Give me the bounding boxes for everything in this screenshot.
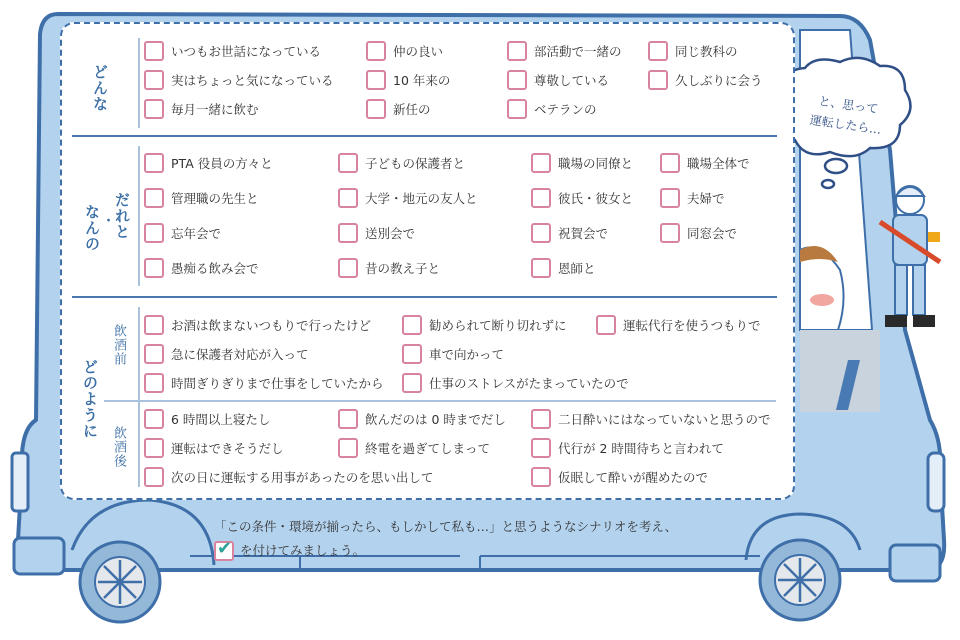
checkbox-label: 管理職の先生と bbox=[171, 191, 259, 206]
checkbox[interactable] bbox=[144, 188, 164, 208]
checkbox-item[interactable] bbox=[144, 257, 259, 279]
checkbox[interactable] bbox=[338, 188, 358, 208]
checkbox[interactable] bbox=[366, 70, 386, 90]
checklist-panel bbox=[60, 22, 795, 500]
checkbox-label: 二日酔いにはなっていないと思うので bbox=[558, 412, 771, 427]
checkbox-label: お酒は飲まないつもりで行ったけど bbox=[171, 318, 372, 333]
checkbox[interactable] bbox=[144, 315, 164, 335]
section-divider bbox=[72, 135, 777, 137]
checkbox[interactable] bbox=[648, 70, 668, 90]
checkbox[interactable] bbox=[366, 99, 386, 119]
checkbox[interactable] bbox=[507, 99, 527, 119]
checkbox-item[interactable] bbox=[648, 40, 738, 62]
checkbox-item[interactable] bbox=[660, 187, 725, 209]
checkbox-item[interactable] bbox=[144, 187, 259, 209]
checkbox-label: 時間ぎりぎりまで仕事をしていたから bbox=[171, 376, 384, 391]
bubble-line-2: 運転したら… bbox=[808, 112, 883, 137]
section-label-nanno: なんの bbox=[83, 204, 101, 252]
checkbox-label: 仕事のストレスがたまっていたので bbox=[429, 376, 629, 391]
checkbox-label: 仲の良い bbox=[393, 44, 444, 59]
front-wheel bbox=[760, 540, 840, 620]
check-icon: ✔ bbox=[217, 538, 233, 559]
checkbox-item[interactable] bbox=[338, 187, 478, 209]
checkbox-label: 送別会で bbox=[365, 226, 416, 241]
checkbox[interactable] bbox=[531, 188, 551, 208]
checkbox-label: 車で向かって bbox=[429, 347, 505, 362]
checkbox-label: 子どもの保護者と bbox=[365, 156, 466, 171]
checkbox-item[interactable] bbox=[338, 437, 490, 459]
checkbox[interactable] bbox=[144, 223, 164, 243]
instruction-line-2: を付けてみましょう。 bbox=[240, 543, 366, 558]
checkbox-label: 久しぶりに会う bbox=[675, 73, 763, 88]
checkbox-item[interactable] bbox=[648, 69, 763, 91]
section-label-donoyouni: どのように bbox=[81, 359, 99, 439]
checkbox-label: 恩師と bbox=[558, 261, 596, 276]
checkbox-item[interactable] bbox=[144, 98, 259, 120]
checkbox-item[interactable] bbox=[144, 343, 309, 365]
checkbox-item[interactable] bbox=[402, 372, 629, 394]
checkbox[interactable] bbox=[507, 70, 527, 90]
section-divider bbox=[72, 296, 777, 298]
checkbox-item[interactable] bbox=[531, 466, 708, 488]
instruction-line-1: 「この条件・環境が揃ったら、もしかして私も…」と思うようなシナリオを考え、 bbox=[214, 519, 678, 534]
checkbox-label: 職場の同僚と bbox=[558, 156, 634, 171]
checkbox-label: ベテランの bbox=[534, 102, 597, 117]
checkbox-label: 実はちょっと気になっている bbox=[171, 73, 334, 88]
checkbox-label: 飲んだのは 0 時までだし bbox=[365, 412, 506, 427]
bubble-line-1: と、思って bbox=[817, 93, 880, 117]
checkbox[interactable] bbox=[338, 153, 358, 173]
sublabel-after: 飲酒後 bbox=[111, 426, 126, 468]
section-label-dot: ・ bbox=[101, 214, 115, 227]
checkbox-label: 昔の教え子と bbox=[365, 261, 441, 276]
checkbox[interactable] bbox=[402, 344, 422, 364]
checkbox-item[interactable] bbox=[507, 40, 622, 62]
checkbox-item[interactable] bbox=[531, 408, 771, 430]
checkbox-label: 職場全体で bbox=[687, 156, 750, 171]
checkbox[interactable] bbox=[596, 315, 616, 335]
checkbox-label: 毎月一緒に飲む bbox=[171, 102, 259, 117]
checkbox[interactable] bbox=[402, 373, 422, 393]
checkbox-label: 同窓会で bbox=[687, 226, 738, 241]
subsection-divider bbox=[104, 400, 776, 402]
checkbox-item[interactable] bbox=[338, 152, 465, 174]
instruction bbox=[214, 515, 677, 563]
checkbox-item[interactable] bbox=[596, 314, 761, 336]
checkbox-item[interactable] bbox=[531, 437, 724, 459]
checkbox[interactable] bbox=[366, 41, 386, 61]
checkbox-item[interactable] bbox=[144, 408, 270, 430]
checkbox-item[interactable] bbox=[531, 152, 633, 174]
checkbox-item[interactable] bbox=[144, 152, 273, 174]
checkbox[interactable] bbox=[144, 344, 164, 364]
checkbox[interactable] bbox=[144, 409, 164, 429]
checkbox-label: 彼氏・彼女と bbox=[558, 191, 634, 206]
checkbox-item[interactable] bbox=[402, 343, 504, 365]
checkbox[interactable] bbox=[660, 223, 680, 243]
checkbox-item[interactable] bbox=[531, 187, 633, 209]
checkbox-item[interactable] bbox=[338, 257, 440, 279]
section-label-dareto: だれと bbox=[113, 192, 131, 240]
checkbox-item[interactable] bbox=[402, 314, 567, 336]
example-checkbox bbox=[214, 538, 234, 561]
checkbox-label: 6 時間以上寝たし bbox=[171, 412, 271, 427]
checkbox[interactable] bbox=[144, 99, 164, 119]
checkbox[interactable] bbox=[531, 467, 551, 487]
checkbox[interactable] bbox=[531, 153, 551, 173]
checkbox[interactable] bbox=[144, 153, 164, 173]
checkbox[interactable] bbox=[144, 70, 164, 90]
section-label-donna: どんな bbox=[91, 64, 109, 112]
checkbox-label: 同じ教科の bbox=[675, 44, 738, 59]
sublabel-before: 飲酒前 bbox=[111, 324, 126, 366]
checkbox-label: 夫婦で bbox=[687, 191, 725, 206]
checkbox-label: 大学・地元の友人と bbox=[365, 191, 478, 206]
checkbox-item[interactable] bbox=[531, 222, 608, 244]
checkbox-item[interactable] bbox=[660, 222, 737, 244]
checkbox-label: 運転はできそうだし bbox=[171, 441, 284, 456]
checkbox-label: 運転代行を使うつもりで bbox=[623, 318, 761, 333]
checkbox-item[interactable] bbox=[660, 152, 750, 174]
checkbox-label: 祝賀会で bbox=[558, 226, 609, 241]
checkbox-item[interactable] bbox=[144, 437, 284, 459]
checkbox-label: 新任の bbox=[393, 102, 431, 117]
section-vline bbox=[138, 307, 140, 487]
checkbox[interactable] bbox=[338, 438, 358, 458]
checkbox-item[interactable] bbox=[507, 69, 609, 91]
checkbox-label: 部活動で一緒の bbox=[534, 44, 622, 59]
section-vline bbox=[138, 38, 140, 128]
checkbox[interactable] bbox=[338, 409, 358, 429]
checkbox-item[interactable] bbox=[366, 40, 443, 62]
checkbox-label: PTA 役員の方々と bbox=[171, 156, 273, 171]
checkbox-item[interactable] bbox=[144, 372, 384, 394]
checkbox-label: いつもお世話になっている bbox=[171, 44, 322, 59]
checkbox[interactable] bbox=[531, 223, 551, 243]
checkbox-label: 忘年会で bbox=[171, 226, 222, 241]
checkbox-item[interactable] bbox=[338, 408, 506, 430]
checkbox-item[interactable] bbox=[144, 222, 221, 244]
checkbox-item[interactable] bbox=[531, 257, 596, 279]
checkbox[interactable] bbox=[144, 438, 164, 458]
checkbox[interactable] bbox=[144, 373, 164, 393]
checkbox-item[interactable] bbox=[144, 466, 433, 488]
checkbox[interactable] bbox=[144, 41, 164, 61]
checkbox-label: 勧められて断り切れずに bbox=[429, 318, 567, 333]
checkbox[interactable] bbox=[531, 438, 551, 458]
checkbox-label: 急に保護者対応が入って bbox=[171, 347, 309, 362]
checkbox[interactable] bbox=[507, 41, 527, 61]
checkbox-label: 10 年来の bbox=[393, 73, 451, 88]
rear-wheel bbox=[80, 542, 160, 622]
checkbox[interactable] bbox=[531, 409, 551, 429]
checkbox-item[interactable] bbox=[144, 314, 371, 336]
checkbox[interactable] bbox=[660, 188, 680, 208]
checkbox-label: 愚痴る飲み会で bbox=[171, 261, 259, 276]
checkbox-item[interactable] bbox=[144, 40, 321, 62]
checkbox-item[interactable] bbox=[144, 69, 334, 91]
checkbox[interactable] bbox=[338, 223, 358, 243]
checkbox-label: 終電を過ぎてしまって bbox=[365, 441, 491, 456]
checkbox[interactable] bbox=[660, 153, 680, 173]
checkbox-item[interactable] bbox=[507, 98, 597, 120]
checkbox-item[interactable] bbox=[366, 98, 431, 120]
checkbox[interactable] bbox=[144, 258, 164, 278]
checkbox-label: 代行が 2 時間待ちと言われて bbox=[558, 441, 724, 456]
checkbox-item[interactable] bbox=[338, 222, 415, 244]
checkbox[interactable] bbox=[338, 258, 358, 278]
section-vline bbox=[138, 146, 140, 286]
checkbox-label: 次の日に運転する用事があったのを思い出して bbox=[171, 470, 434, 485]
checkbox-label: 仮眠して酔いが醒めたので bbox=[558, 470, 709, 485]
checkbox[interactable] bbox=[531, 258, 551, 278]
checkbox[interactable] bbox=[648, 41, 668, 61]
checkbox-item[interactable] bbox=[366, 69, 450, 91]
checkbox[interactable] bbox=[144, 467, 164, 487]
checkbox-label: 尊敬している bbox=[534, 73, 610, 88]
checkbox[interactable] bbox=[402, 315, 422, 335]
